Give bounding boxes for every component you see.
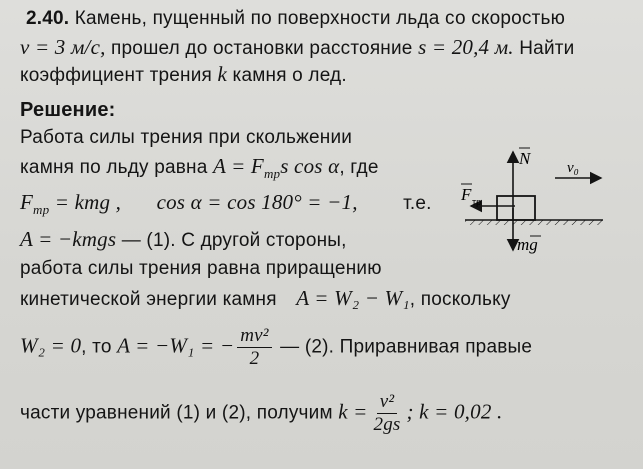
solution-text-8: части уравнений (1) и (2), получим <box>20 402 333 424</box>
problem-text-3: коэффициент трения <box>20 65 213 86</box>
w2-zero: W₂ = 0 <box>20 333 82 358</box>
work-formula: $A = F_{тр}s$ cos α <box>212 154 340 182</box>
problem-number: 2.40. <box>26 8 70 29</box>
velocity-value: v = 3 м/с, <box>20 35 106 59</box>
problem-text-2-end: Найти <box>519 38 575 59</box>
solution-text-6: кинетической энергии камня <box>20 289 277 310</box>
normal-label: N <box>519 149 531 168</box>
energy-formula: A = W₂ − W₁ <box>296 286 410 310</box>
friction-sub-label: тр <box>472 197 482 207</box>
solution-text-2-end: , где <box>339 157 379 178</box>
te-text: т.е. <box>403 193 432 214</box>
k-result: ; k = 0,02 . <box>406 399 503 424</box>
k-fraction: $\frac{\text{v²}}{2gs}$ <box>373 391 401 435</box>
force-diagram <box>455 138 635 268</box>
velocity-label: v₀ <box>567 160 579 176</box>
solution-line-1: Работа силы трения при скольжении <box>20 127 353 148</box>
friction-label: F <box>461 185 472 204</box>
solution-text-2: камня по льду равна <box>20 157 208 178</box>
kinetic-fraction: $\frac{\text{mv²}}{2}$ <box>237 326 271 369</box>
solution-line-4 <box>20 227 347 252</box>
problem-line-2 <box>20 35 574 60</box>
k-equals: k = <box>338 399 368 424</box>
solution-line-5: работа силы трения равна приращению <box>20 258 382 279</box>
friction-formula: $F_{тр}$ = kmg , <box>20 190 122 218</box>
solution-heading: Решение: <box>20 99 116 121</box>
stone-block <box>497 196 535 220</box>
k-symbol: k <box>217 62 228 86</box>
to-text: , то <box>81 336 112 358</box>
solution-line-3 <box>20 190 432 218</box>
equation-1: A = −kmgs <box>20 227 117 251</box>
problem-text-3-end: камня о лед. <box>232 65 347 86</box>
problem-line-1 <box>26 8 565 30</box>
solution-text-4: — (1). С другой стороны, <box>121 230 347 251</box>
solution-line-8 <box>20 392 502 435</box>
problem-text-2: прошел до остановки расстояние <box>111 38 413 59</box>
gravity-label: mg <box>517 235 538 254</box>
solution-line-6 <box>20 286 511 311</box>
distance-value: s = 20,4 м. <box>418 35 514 59</box>
problem-line-3 <box>20 62 347 87</box>
problem-text-1: Камень, пущенный по поверхности льда со скоростью <box>74 8 566 29</box>
equation-2-lhs: A = −W₁ = − <box>117 333 235 358</box>
solution-text-7-end: — (2). Приравнивая правые <box>280 336 533 358</box>
cos-formula: cos α = cos 180° = −1, <box>156 190 358 214</box>
solution-line-2 <box>20 154 379 182</box>
solution-text-6-end: , поскольку <box>409 289 511 310</box>
solution-line-7 <box>20 326 532 369</box>
